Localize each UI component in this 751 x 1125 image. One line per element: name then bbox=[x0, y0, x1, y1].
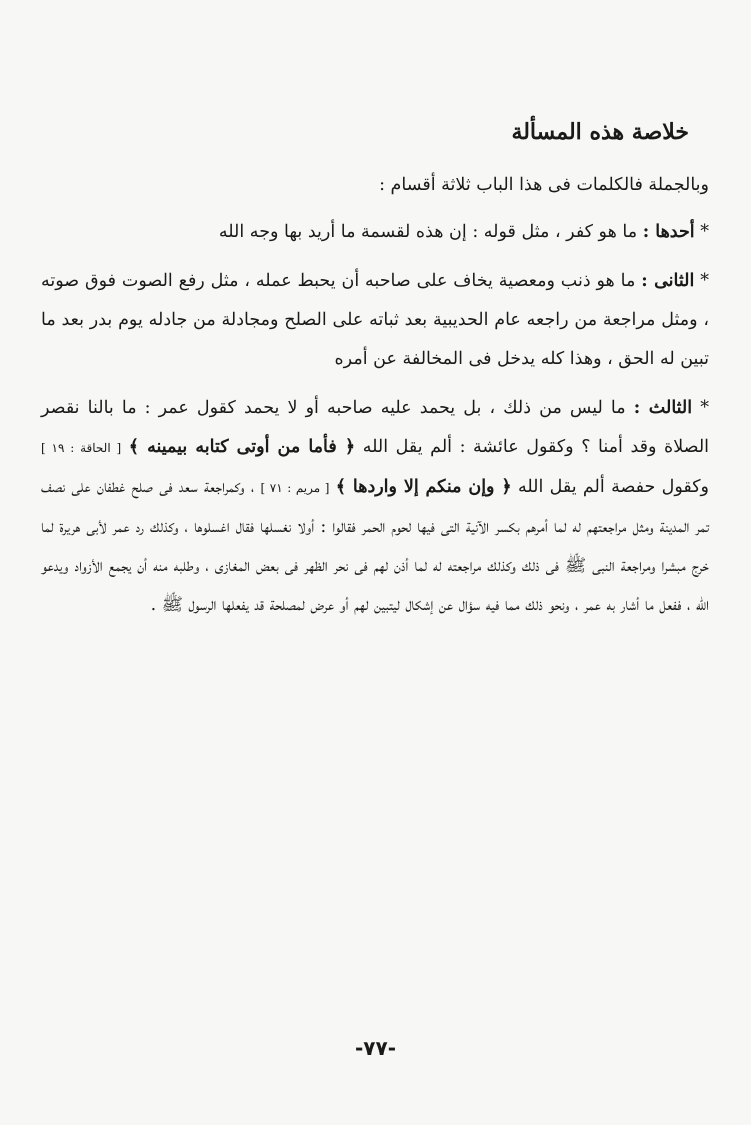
paragraph-text: ما هو كفر ، مثل قوله : إن هذه لقسمة ما أريد بها وجه الله bbox=[218, 222, 638, 242]
paragraph-lead: أحدها : bbox=[642, 222, 695, 242]
page-number: -٧٧- bbox=[354, 1036, 397, 1060]
paragraph-text: ، وكمراجعة سعد فى صلح غطفان على نصف تمر المدينة ومثل مراجعتهم له لما أمرهم بكسر الآنية التى فيها لحوم الحمر فقالوا : أولا نغسلها فقال اغسلوها ، وكذلك رد عمر لأبى هريرة لما خرج مبشرا ومراجعة النبى ﷺ فى ذلك وكذلك مراجعته له لما أذن لهم فى نحر الظهر فى بعض المغازى ، وطلبه منه أن يجمع الأزواد ويدعو الله ، ففعل ما أشار به عمر ، ونحو ذلك مما فيه سؤال عن إشكال ليتبين لهم أو عرض لمصلحة قد يفعلها الرسول ﷺ . bbox=[41, 477, 709, 615]
star-bullet: * bbox=[700, 222, 709, 242]
quran-quote: ﴿ وإن منكم إلا واردها ﴾ bbox=[335, 477, 512, 497]
section-heading: خلاصة هذه المسألة bbox=[511, 119, 689, 145]
star-bullet: * bbox=[700, 271, 709, 291]
quran-quote: ﴿ فأما من أوتى كتابه بيمينه ﴾ bbox=[128, 437, 356, 457]
paragraph-lead: الثانى : bbox=[641, 271, 695, 291]
paragraph-text: وكقول حفصة ألم يقل الله bbox=[517, 477, 710, 497]
paragraph-text: ما ليس من ذلك ، بل يحمد عليه صاحبه أو لا يحمد كقول عمر : ما بالنا نقصر الصلاة وقد أمنا ؟ وكقول عائشة : ألم يقل الله bbox=[41, 398, 710, 457]
paragraph-text: ما هو ذنب ومعصية يخاف على صاحبه أن يحبط عمله ، مثل رفع الصوت فوق صوته ، ومثل مراجعة من راجعه عام الحديبية بعد ثباته على الصلح ومجادلة من جادله يوم بدر بعد ما تبين له الحق ، وهذا كله يدخل فى المخالفة عن أمره bbox=[41, 271, 709, 369]
paragraph-third-category bbox=[41, 389, 709, 625]
star-bullet: * bbox=[700, 398, 709, 418]
paragraph-lead: الثالث : bbox=[633, 398, 693, 418]
quran-reference: [ مريم : ٧١ ] bbox=[260, 481, 330, 495]
paragraph-first-category bbox=[41, 213, 709, 252]
text-column bbox=[41, 112, 709, 625]
paragraph-second-category bbox=[41, 262, 709, 379]
quran-reference: [ الحاقة : ١٩ ] bbox=[41, 441, 122, 455]
intro-paragraph: وبالجملة فالكلمات فى هذا الباب ثلاثة أقسام : bbox=[379, 175, 709, 195]
